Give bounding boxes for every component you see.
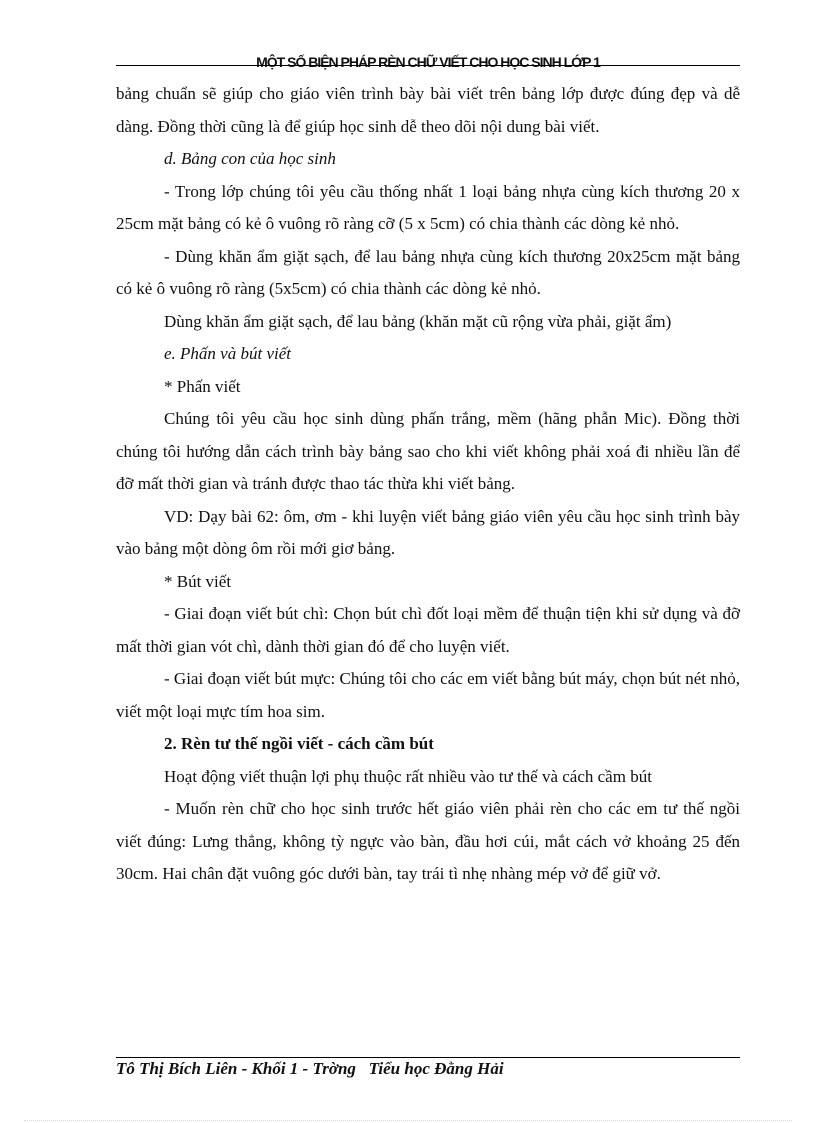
subheading-pen: * Bút viết [164, 571, 232, 591]
paragraph-ink-pen: - Giai đoạn viết bút mực: Chúng tôi cho các em viết bằng bút máy, chọn bút nét nhỏ, viết một loại mực tím hoa sim. [116, 669, 740, 721]
section-heading-e: e. Phấn và bút viết [164, 344, 291, 363]
paragraph-continuation: bảng chuẩn sẽ giúp cho giáo viên trình bày bài viết trên bảng lớp được đúng đẹp và dễ dàng. Đồng thời cũng là để giúp học sinh dễ theo dõi nội dung bài viết. [116, 84, 740, 136]
paragraph-board-size: - Trong lớp chúng tôi yêu cầu thống nhất 1 loại bảng nhựa cùng kích thương 20 x 25cm mặt bảng có kẻ ô vuông rõ ràng cỡ (5 x 5cm) có chia thành các dòng kẻ nhỏ. [116, 181, 740, 233]
paragraph-posture: - Muốn rèn chữ cho học sinh trước hết giáo viên phải rèn cho các em tư thế ngồi viết đúng: Lưng thẳng, không tỳ ngực vào bàn, đầu hơi cúi, mắt cách vở khoảng 25 đến 30cm. Hai chân đặt vuông góc dưới bàn, tay trái tì nhẹ nhàng mép vở để giữ vở. [116, 799, 740, 883]
subheading-chalk: * Phấn viết [164, 376, 241, 396]
page-bottom-edge [24, 1120, 792, 1121]
paragraph-chalk: Chúng tôi yêu cầu học sinh dùng phấn trắng, mềm (hãng phẫn Mic). Đồng thời chúng tôi hướng dẫn cách trình bày bảng sao cho khi viết không phải xoá đi nhiều lần để đỡ mất thời gian và tránh được thao tác thừa khi viết bảng. [116, 409, 740, 493]
paragraph-cloth: - Dùng khăn ẩm giặt sạch, để lau bảng nhựa cùng kích thương 20x25cm mặt bảng có kẻ ô vuông rõ ràng (5x5cm) có chia thành các dòng kẻ nhỏ. [116, 246, 740, 298]
footer-rule [116, 1057, 740, 1058]
paragraph-pencil: - Giai đoạn viết bút chì: Chọn bút chì đốt loại mềm để thuận tiện khi sử dụng và đỡ mất thời gian vót chì, dành thời gian đó để cho luyện viết. [116, 604, 740, 656]
page-footer: Tô Thị Bích Liên - Khối 1 - Trờng Tiểu học Đằng Hải [116, 1059, 504, 1078]
page-header-title: MỘT SỐ BIỆN PHÁP RÈN CHỮ VIẾT CHO HỌC SINH LỚP 1 [256, 54, 600, 70]
document-body [116, 78, 740, 891]
paragraph-cloth-2: Dùng khăn ẩm giặt sạch, để lau bảng (khăn mặt cũ rộng vừa phải, giặt ẩm) [164, 311, 672, 331]
paragraph-example: VD: Dạy bài 62: ôm, ơm - khi luyện viết bảng giáo viên yêu cầu học sinh trình bày vào bảng một dòng ôm rồi mới giơ bảng. [116, 506, 740, 558]
paragraph-posture-intro: Hoạt động viết thuận lợi phụ thuộc rất nhiều vào tư thế và cách cầm bút [164, 766, 652, 786]
section-heading-2: 2. Rèn tư thế ngồi viết - cách cầm bút [164, 734, 434, 753]
section-heading-d: d. Bảng con của học sinh [164, 149, 336, 168]
header-rule [116, 65, 740, 66]
